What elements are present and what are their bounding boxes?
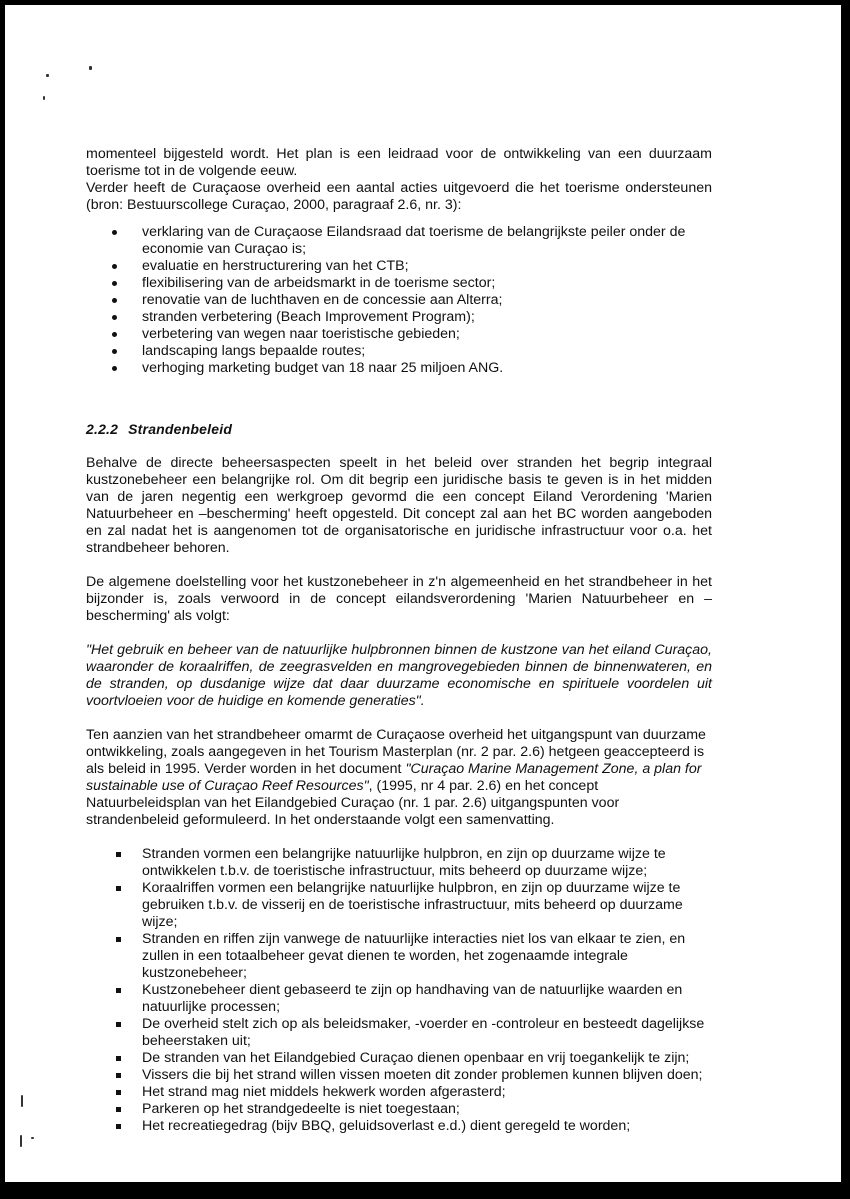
square-bullet-icon bbox=[116, 988, 121, 993]
bullet-icon bbox=[112, 315, 117, 320]
list-item: landscaping langs bepaalde routes; bbox=[86, 343, 712, 360]
square-bullet-icon bbox=[116, 1022, 121, 1027]
document-page bbox=[86, 146, 712, 1135]
bullet-icon bbox=[112, 264, 117, 269]
square-bullet-icon bbox=[116, 1107, 121, 1112]
section-heading bbox=[86, 421, 712, 438]
list-item: Stranden vormen een belangrijke natuurlijke hulpbron, en zijn op duurzame wijze te ontwikkelen t.b.v. de toeristische infrastructuur, mits beheerd op duurzame wijze; bbox=[86, 846, 712, 880]
scan-speck bbox=[43, 96, 45, 100]
bullet-icon bbox=[112, 281, 117, 286]
list-item: verbetering van wegen naar toeristische gebieden; bbox=[86, 326, 712, 343]
summary-list bbox=[86, 846, 712, 1135]
scan-speck bbox=[31, 1137, 34, 1139]
square-bullet-icon bbox=[116, 1124, 121, 1129]
list-item: Kustzonebeheer dient gebaseerd te zijn op handhaving van de natuurlijke waarden en natuurlijke processen; bbox=[86, 982, 712, 1016]
square-bullet-icon bbox=[116, 886, 121, 891]
list-item: Parkeren op het strandgedeelte is niet toegestaan; bbox=[86, 1101, 712, 1118]
section-number: 2.2.2 bbox=[86, 421, 119, 437]
list-item: stranden verbetering (Beach Improvement Program); bbox=[86, 309, 712, 326]
bullet-icon bbox=[112, 332, 117, 337]
square-bullet-icon bbox=[116, 1056, 121, 1061]
scan-speck bbox=[89, 66, 92, 70]
square-bullet-icon bbox=[116, 1090, 121, 1095]
paragraph-doelstelling: De algemene doelstelling voor het kustzonebeheer in z'n algemeenheid en het strandbeheer in het bijzonder is, zoals verwoord in de concept eilandsverordening 'Marien Natuurbeheer en – bescherming' als volgt: bbox=[86, 574, 712, 624]
bullet-icon bbox=[112, 298, 117, 303]
scan-border-top bbox=[0, 0, 850, 5]
scan-speck bbox=[46, 74, 49, 77]
list-item: Koraalriffen vormen een belangrijke natuurlijke hulpbron, en zijn op duurzame wijze te gebruiken t.b.v. de visserij en de toeristische infrastructuur, mits beheerd op duurzame wijze; bbox=[86, 880, 712, 931]
bullet-icon bbox=[112, 366, 117, 371]
square-bullet-icon bbox=[116, 1073, 121, 1078]
list-item: renovatie van de luchthaven en de concessie aan Alterra; bbox=[86, 292, 712, 309]
list-item: evaluatie en herstructurering van het CTB; bbox=[86, 258, 712, 275]
scan-border-right bbox=[841, 0, 850, 1199]
list-item: De overheid stelt zich op als beleidsmaker, -voerder en -controleur en besteedt dagelijkse beheerstaken uit; bbox=[86, 1016, 712, 1050]
actions-list bbox=[86, 224, 712, 377]
list-item: verhoging marketing budget van 18 naar 25 miljoen ANG. bbox=[86, 360, 712, 377]
paragraph-plan: momenteel bijgesteld wordt. Het plan is een leidraad voor de ontwikkeling van een duurzaam toerisme tot in de volgende eeuw. bbox=[86, 146, 712, 179]
list-item: verklaring van de Curaçaose Eilandsraad dat toerisme de belangrijkste peiler onder de economie van Curaçao is; bbox=[86, 224, 712, 258]
scan-border-left bbox=[0, 0, 5, 1199]
square-bullet-icon bbox=[116, 852, 121, 857]
bullet-icon bbox=[112, 230, 117, 235]
scan-speck bbox=[21, 1095, 23, 1107]
scan-border-bottom bbox=[0, 1182, 850, 1199]
paragraph-kustzonebeheer: Behalve de directe beheersaspecten speelt in het beleid over stranden het begrip integraal kustzonebeheer een belangrijke rol. Om dit begrip een juridische basis te geven is in het midden van de jaren negentig een werkgroep gevormd die een concept Eiland Verordening 'Marien Natuurbeheer en –bescherming' heeft opgesteld. Dit concept zal aan het BC worden aangeboden en zal nadat het is aangenomen tot de organisatorische en juridische infrastructuur voor o.a. het strandbeheer behoren. bbox=[86, 455, 712, 556]
list-item: Stranden en riffen zijn vanwege de natuurlijke interacties niet los van elkaar te zien, en zullen in een totaalbeheer gevat dienen te worden, het zogenaamde integrale kustzonebeheer; bbox=[86, 931, 712, 982]
bullet-icon bbox=[112, 349, 117, 354]
document-title: "Curaçao Marine Management Zone, a plan for sustainable use of Curaçao Reef Resources" bbox=[86, 761, 702, 794]
scan-speck bbox=[20, 1135, 22, 1147]
list-item: flexibilisering van de arbeidsmarkt in de toerisme sector; bbox=[86, 275, 712, 292]
quote-doelstelling: "Het gebruik en beheer van de natuurlijke hulpbronnen binnen de kustzone van het eiland Curaçao, waaronder de koraalriffen, de zeegrasvelden en mangrovegebieden binnen de binnenwateren, en de stranden, op dusdanige wijze dat daar duurzame economische en spirituele voordelen uit voortvloeien voor de huidige en komende generaties". bbox=[86, 642, 712, 709]
list-item: De stranden van het Eilandgebied Curaçao dienen openbaar en vrij toegankelijk te zijn; bbox=[86, 1050, 712, 1067]
list-item: Het strand mag niet middels hekwerk worden afgerasterd; bbox=[86, 1084, 712, 1101]
square-bullet-icon bbox=[116, 937, 121, 942]
paragraph-actions-intro: Verder heeft de Curaçaose overheid een aantal acties uitgevoerd die het toerisme ondersteunen (bron: Bestuurscollege Curaçao, 2000, paragraaf 2.6, nr. 3): bbox=[86, 180, 712, 213]
list-item: Vissers die bij het strand willen vissen moeten dit zonder problemen kunnen blijven doen; bbox=[86, 1067, 712, 1084]
paragraph-strandbeheer: Ten aanzien van het strandbeheer omarmt de Curaçaose overheid het uitgangspunt van duurzame ontwikkeling, zoals aangegeven in het Tourism Masterplan (nr. 2 par. 2.6) hetgeen geaccepteerd is als beleid in 1995. Verder worden in het document "Curaçao Marine Management Zone, a plan for sustainable use of Curaçao Reef Resources", (1995, nr 4 par. 2.6) en het concept Natuurbeleidsplan van het Eilandgebied Curaçao (nr. 1 par. 2.6) uitgangspunten voor strandenbeleid geformuleerd. In het onderstaande volgt een samenvatting. bbox=[86, 727, 706, 828]
list-item: Het recreatiegedrag (bijv BBQ, geluidsoverlast e.d.) dient geregeld te worden; bbox=[86, 1118, 712, 1135]
section-title: Strandenbeleid bbox=[128, 421, 233, 437]
